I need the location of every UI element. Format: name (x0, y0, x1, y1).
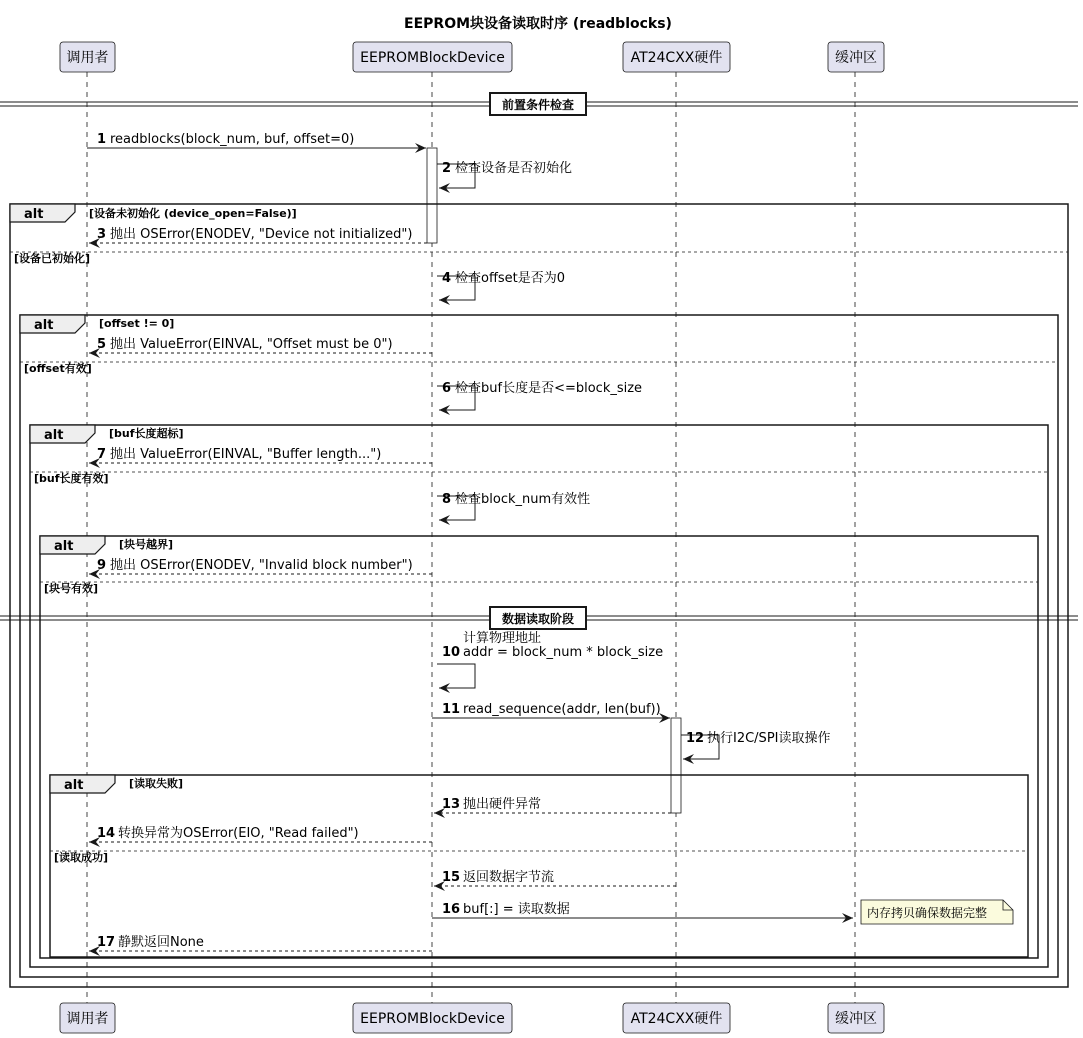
participant-label: 调用者 (66, 50, 109, 66)
message-label: 检查block_num有效性 (455, 492, 591, 507)
message-label: readblocks(block_num, buf, offset=0) (110, 132, 355, 147)
participant-label: AT24CXX硬件 (630, 1011, 723, 1027)
message-label: 检查buf长度是否<=block_size (455, 381, 643, 396)
else-guard: [buf长度有效] (34, 472, 109, 485)
else-guard: [设备已初始化] (14, 252, 91, 265)
divider-label: 数据读取阶段 (501, 612, 575, 626)
message-3 (89, 226, 427, 243)
alt-fragment-block-number (40, 536, 1038, 958)
participant-at24cxx-hardware-top (623, 42, 730, 72)
message-label: read_sequence(addr, len(buf)) (463, 702, 661, 717)
alt-guard: [buf长度超标] (109, 427, 184, 440)
message-11 (432, 702, 670, 718)
message-number: 7 (97, 447, 107, 462)
message-label: buf[:] = 读取数据 (463, 902, 570, 917)
message-5 (89, 336, 432, 353)
alt-guard: [读取失败] (129, 777, 184, 790)
participant-label: 调用者 (66, 1011, 109, 1027)
message-2 (437, 160, 572, 188)
section-divider-preconditions (0, 93, 1078, 115)
participant-at24cxx-hardware-bottom (623, 1003, 730, 1033)
message-7 (89, 446, 432, 463)
message-number: 8 (442, 492, 452, 507)
message-number: 15 (442, 870, 461, 885)
alt-label: alt (24, 207, 44, 222)
message-label: 抛出 OSError(ENODEV, "Device not initialized") (110, 227, 413, 242)
message-label: 静默返回None (118, 935, 204, 950)
message-arrow (437, 664, 475, 688)
message-number: 3 (97, 227, 107, 242)
message-number: 14 (97, 826, 116, 841)
divider-label: 前置条件检查 (501, 98, 575, 112)
message-13 (434, 796, 671, 813)
alt-label: alt (64, 778, 84, 793)
message-4 (437, 270, 565, 300)
message-label: 抛出 OSError(ENODEV, "Invalid block number") (110, 558, 413, 573)
message-number: 11 (442, 702, 461, 717)
participant-caller-bottom (60, 1003, 115, 1033)
participant-eeprom-device-bottom (353, 1003, 512, 1033)
message-label: 检查offset是否为0 (455, 271, 566, 286)
message-number: 13 (442, 797, 461, 812)
message-number: 9 (97, 558, 107, 573)
message-label: 返回数据字节流 (463, 870, 555, 885)
message-label: 抛出硬件异常 (463, 797, 542, 812)
else-guard: [读取成功] (54, 851, 109, 864)
message-number: 16 (442, 902, 461, 917)
alt-guard: [块号越界] (119, 538, 174, 551)
message-15 (434, 869, 676, 886)
message-9 (89, 557, 432, 574)
alt-label: alt (44, 428, 64, 443)
message-label: 计算物理地址 (463, 631, 542, 646)
message-8 (437, 491, 590, 520)
message-17 (89, 934, 432, 951)
message-14 (89, 825, 432, 842)
message-number: 10 (442, 645, 461, 660)
participant-label: AT24CXX硬件 (630, 50, 723, 66)
message-number: 4 (442, 271, 452, 286)
message-number: 12 (686, 731, 705, 746)
message-6 (437, 380, 642, 410)
activation-bar-at24cxx-hardware (671, 718, 681, 813)
message-label: 转换异常为OSError(EIO, "Read failed") (118, 826, 359, 841)
participant-buffer-top (828, 42, 884, 72)
message-label: 检查设备是否初始化 (455, 161, 573, 176)
alt-guard: [设备未初始化 (device_open=False)] (89, 207, 297, 220)
participant-label: EEPROMBlockDevice (360, 50, 505, 66)
message-label: 抛出 ValueError(EINVAL, "Offset must be 0") (110, 337, 393, 352)
participant-buffer-bottom (828, 1003, 884, 1033)
participant-caller-top (60, 42, 115, 72)
message-label: 抛出 ValueError(EINVAL, "Buffer length...") (110, 447, 382, 462)
activation-bar-eeprom-device (427, 148, 437, 243)
diagram-title: EEPROM块设备读取时序 (readblocks) (404, 16, 672, 32)
else-guard: [offset有效] (24, 362, 92, 375)
message-1 (87, 132, 426, 148)
message-number: 5 (97, 337, 107, 352)
alt-label: alt (34, 318, 54, 333)
note-text: 内存拷贝确保数据完整 (867, 906, 988, 920)
message-16 (432, 901, 853, 918)
message-number: 1 (97, 132, 107, 147)
message-number: 2 (442, 161, 452, 176)
alt-guard: [offset != 0] (99, 317, 175, 330)
participant-label: 缓冲区 (835, 50, 877, 66)
else-guard: [块号有效] (44, 582, 99, 595)
message-12 (681, 730, 831, 759)
message-label: 执行I2C/SPI读取操作 (707, 731, 831, 746)
alt-label: alt (54, 539, 74, 554)
messages (87, 132, 853, 951)
message-number: 17 (97, 935, 116, 950)
message-10 (437, 630, 663, 688)
message-number: 6 (442, 381, 452, 396)
participant-eeprom-device-top (353, 42, 512, 72)
section-divider-data-read (0, 607, 1078, 629)
message-label: addr = block_num * block_size (463, 645, 664, 660)
participant-label: 缓冲区 (835, 1011, 877, 1027)
note-memory-copy (861, 900, 1013, 924)
participant-label: EEPROMBlockDevice (360, 1011, 505, 1027)
